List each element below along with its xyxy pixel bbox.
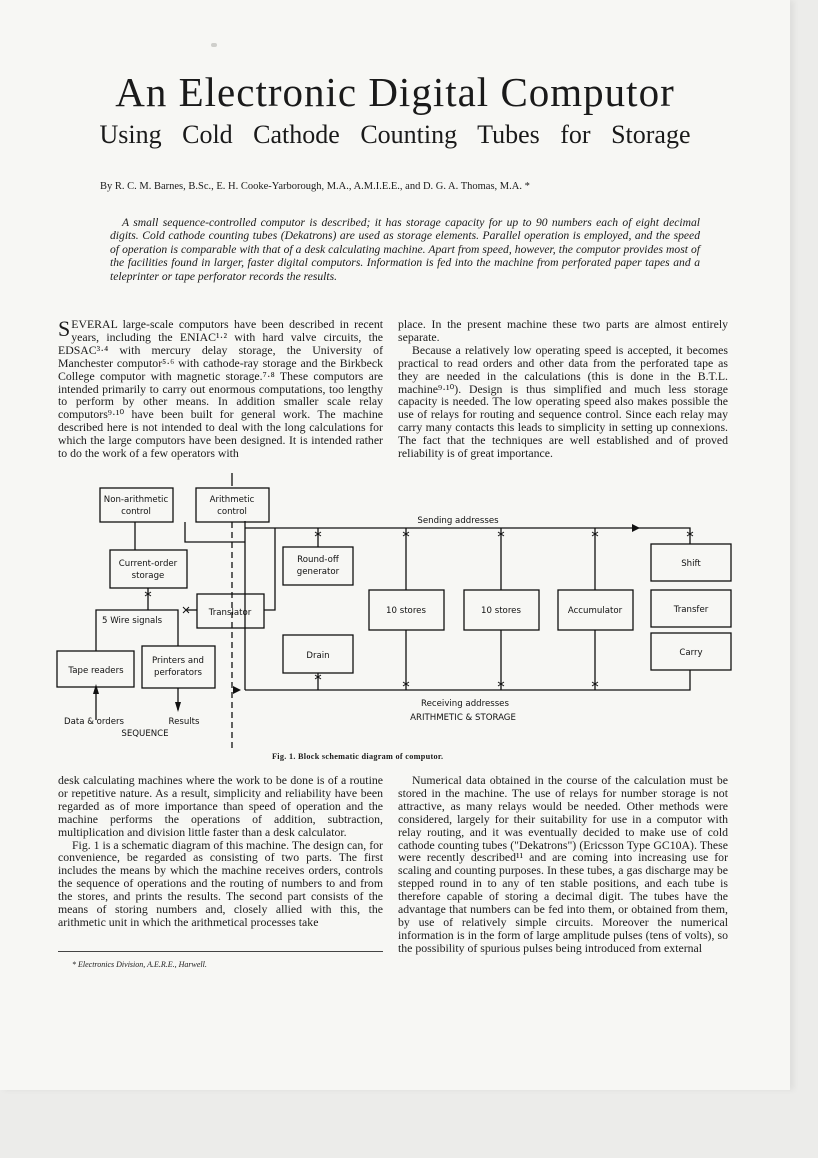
- label-current-order-1: Current-order: [118, 559, 178, 569]
- intro-paragraph: SEVERAL large-scale computors have been described in recent years, including the ENIAC¹·² with hard valve circuits, the EDSAC³·⁴ with mercury delay storage, the University of Manchester computor⁵·⁶ with cathode-ray storage and the Birkbeck College computor with magnetic storage.⁷·⁸ These computors are intended primarily to carry out enormous computations, too lengthy to perform by other means. In addition smaller scale relay computors⁹·¹⁰ have been built for general work. The machine described here is not intended to deal with the long calculations for which the large computors have been designed. It is intended rather to do the work of a few operators with: [58, 316, 383, 461]
- right-paragraph-2: Because a relatively low operating speed is accepted, it becomes practical to read orders and other data from the perforated tape as they are needed in the calculations (this is done in the B.T.L. machine⁹·¹⁰). Design is thus simplified and much less storage capacity is needed. The low operating speed also makes possible the use of relays for routing and sequence control. Since each relay may carry many contacts this leads to simplicity in setting up connexions. The fact that the techniques are well established and of proved reliability is of great importance.: [398, 342, 728, 461]
- label-arith-2: control: [217, 507, 247, 517]
- left-bottom-paragraph-2: Fig. 1 is a schematic diagram of this machine. The design can, for convenience, be regarded as consisting of two parts. The first includes the means by which the machine receives orders, controls the sequence of operations and the routing of numbers to and from the stores, and prints the results. The second part consists of the means of storing numbers and, closely allied with this, the arithmetic unit in which the arithmetical processes take: [58, 837, 383, 929]
- label-wire-signals: 5 Wire signals: [102, 616, 163, 626]
- label-results: Results: [168, 717, 200, 727]
- label-arithmetic-storage: ARITHMETIC & STORAGE: [410, 713, 516, 723]
- left-column-bottom: [58, 774, 383, 929]
- label-sequence: SEQUENCE: [121, 729, 169, 739]
- label-accumulator: Accumulator: [567, 606, 623, 616]
- round-off-generator-box: [283, 547, 353, 585]
- label-receiving-addresses: Receiving addresses: [421, 699, 509, 709]
- punch-hole: [211, 43, 217, 47]
- right-column-top: [398, 318, 728, 460]
- abstract: A small sequence-controlled computor is described; it has storage capacity for up to 90 numbers each of eight decimal digits. Cold cathode counting tubes (Dekatrons) are used as storage elements. Parallel operation is employed, and the speed of operation is comparable with that of a desk calculating machine. Apart from speed, however, the computor provides most of the facilities found in larger, faster digital computors. Information is fed into the machine from perforated paper tapes and a teleprinter or tape perforator records the results.: [110, 216, 700, 283]
- label-translator: Translator: [208, 608, 252, 618]
- left-bottom-paragraph-1: desk calculating machines where the work to be done is of a routine or repetitive nature. As a result, simplicity and reliability have been regarded as of more importance than speed of operation and the machine performs the operations of addition, subtraction, multiplication and division little faster than a desk calculator.: [58, 773, 383, 839]
- label-data-orders: Data & orders: [63, 717, 125, 727]
- footnote-rule: [58, 951, 383, 952]
- right-bottom-paragraph: Numerical data obtained in the course of the calculation must be stored in the machine. The use of relays for number storage is not attractive, as many relays would be needed. Other methods were considered, largely for their suitability for use in a computor with relay routing, and it was eventually decided to make use of cold cathode counting tubes ("Dekatrons") (Ericsson Type GC10A). These were recently described¹¹ and are coming into increasing use for scaling and counting purposes. In these tubes, a gas discharge may be stepped round in to any of ten stable positions, and each tube is therefore capable of storing a decimal digit. The tubes have the advantage that numbers can be fed into them, or obtained from them, by use of relatively simple circuits. Moreover the numerical information is in the form of large amplitude pulses (tens of volts), so the possibility of spurious pulses being introduced from external: [398, 773, 728, 955]
- label-stores-1: 10 stores: [386, 606, 426, 616]
- block-schematic-diagram: [0, 470, 790, 752]
- label-non-arith-1: Non-arithmetic: [103, 495, 169, 505]
- article-subtitle: Using Cold Cathode Counting Tubes for Storage: [99, 120, 691, 149]
- label-transfer: Transfer: [673, 605, 709, 615]
- label-shift: Shift: [681, 559, 701, 569]
- label-tape-readers: Tape readers: [68, 666, 124, 676]
- label-round-off-2: generator: [296, 567, 340, 577]
- article-title: An Electronic Digital Computor: [115, 69, 675, 115]
- label-drain: Drain: [306, 651, 330, 661]
- printers-perforators-box: [142, 646, 215, 688]
- label-stores-2: 10 stores: [481, 606, 521, 616]
- label-current-order-2: storage: [131, 571, 165, 581]
- label-non-arith-2: control: [121, 507, 151, 517]
- label-printers-2: perforators: [154, 668, 202, 678]
- left-column-top: [58, 318, 383, 460]
- label-printers-1: Printers and: [152, 656, 204, 666]
- author-line: By R. C. M. Barnes, B.Sc., E. H. Cooke-Yarborough, M.A., A.M.I.E.E., and D. G. A. Thomas, M.A. *: [100, 181, 530, 192]
- right-column-bottom: [398, 774, 728, 955]
- label-round-off-1: Round-off: [297, 555, 339, 565]
- label-sending-addresses: Sending addresses: [417, 516, 499, 526]
- label-carry: Carry: [679, 648, 703, 658]
- right-paragraph-1: place. In the present machine these two parts are almost entirely separate.: [398, 317, 728, 344]
- current-order-storage-box: [110, 550, 187, 588]
- footnote: * Electronics Division, A.E.R.E., Harwell.: [72, 960, 207, 969]
- label-arith-1: Arithmetic: [209, 495, 255, 505]
- figure-caption: Fig. 1. Block schematic diagram of computor.: [272, 752, 444, 761]
